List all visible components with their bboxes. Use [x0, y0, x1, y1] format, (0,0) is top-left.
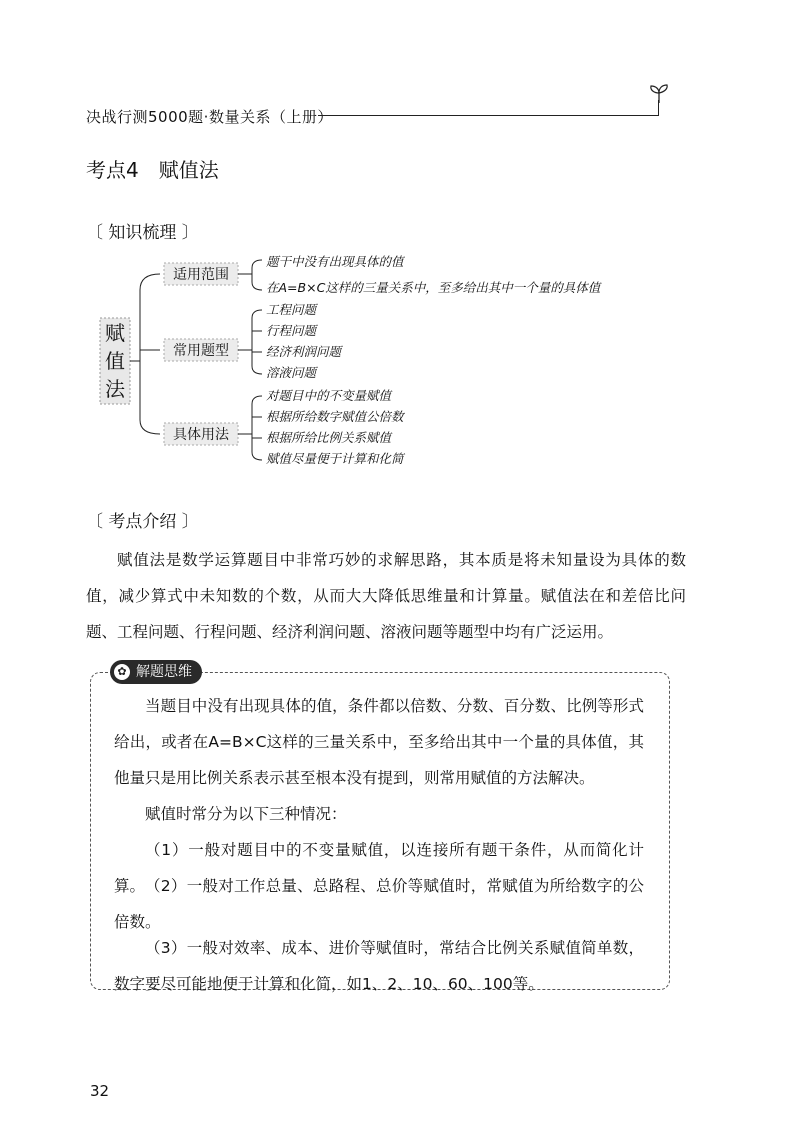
branch-label-scope: 适用范围: [173, 267, 229, 283]
thinking-paragraph-2: 赋值时常分为以下三种情况：: [145, 805, 347, 823]
thinking-case-1: （1）一般对题目中的不变量赋值，以连接所有题干条件，从而简化计算。: [114, 841, 644, 895]
scope-item-1: 题干中没有出现具体的值: [266, 254, 404, 269]
usage-item-1: 对题目中的不变量赋值: [266, 388, 392, 403]
thinking-case-2: （2）一般对工作总量、总路程、总价等赋值时，常赋值为所给数字的公倍数。: [114, 877, 644, 931]
header-rule: [318, 115, 658, 116]
sprout-icon: [648, 84, 678, 104]
thinking-badge: [110, 660, 202, 684]
knowledge-heading: 〔 知识梳理 〕: [86, 223, 199, 243]
type-item-4: 溶液问题: [266, 365, 317, 380]
thinking-badge-label: 解题思维: [136, 664, 192, 680]
branch-label-types: 常用题型: [173, 343, 229, 359]
root-char-3: 法: [105, 377, 125, 401]
branch-label-usage: 具体用法: [173, 427, 229, 443]
type-item-2: 行程问题: [266, 323, 317, 338]
flower-icon: ✿: [114, 664, 130, 680]
knowledge-mind-map: [96, 250, 716, 480]
intro-paragraph: 赋值法是数学运算题目中非常巧妙的求解思路，其本质是将未知量设为具体的数值，减少算式中未知数的个数，从而大大降低思维量和计算量。赋值法在和差倍比问题、工程问题、行程问题、经济利润问题、溶液问题等题型中均有广泛运用。: [86, 551, 686, 641]
scope-item-2: 在A=B×C这样的三量关系中，至多给出其中一个量的具体值: [266, 280, 601, 295]
type-item-1: 工程问题: [266, 302, 317, 317]
intro-heading: 〔 考点介绍 〕: [86, 512, 199, 532]
root-char-2: 值: [105, 349, 125, 373]
page-number: 32: [90, 1082, 110, 1100]
usage-item-2: 根据所给数字赋值公倍数: [266, 409, 404, 424]
running-header-title: 决战行测5000题·数量关系（上册）: [86, 108, 333, 126]
section-title: 考点4 赋值法: [86, 158, 219, 182]
thinking-case-3: （3）一般对效率、成本、进价等赋值时，常结合比例关系赋值简单数，数字要尽可能地便于计算和化简，如1、2、10、60、100等。: [114, 939, 644, 993]
root-char-1: 赋: [105, 321, 125, 345]
type-item-3: 经济利润问题: [266, 344, 342, 359]
usage-item-3: 根据所给比例关系赋值: [266, 430, 392, 445]
usage-item-4: 赋值尽量便于计算和化简: [266, 451, 404, 466]
thinking-paragraph-1: 当题目中没有出现具体的值，条件都以倍数、分数、百分数、比例等形式给出，或者在A=B×C这样的三量关系中，至多给出其中一个量的具体值，其他量只是用比例关系表示甚至根本没有提到，则常用赋值的方法解决。: [114, 697, 644, 787]
